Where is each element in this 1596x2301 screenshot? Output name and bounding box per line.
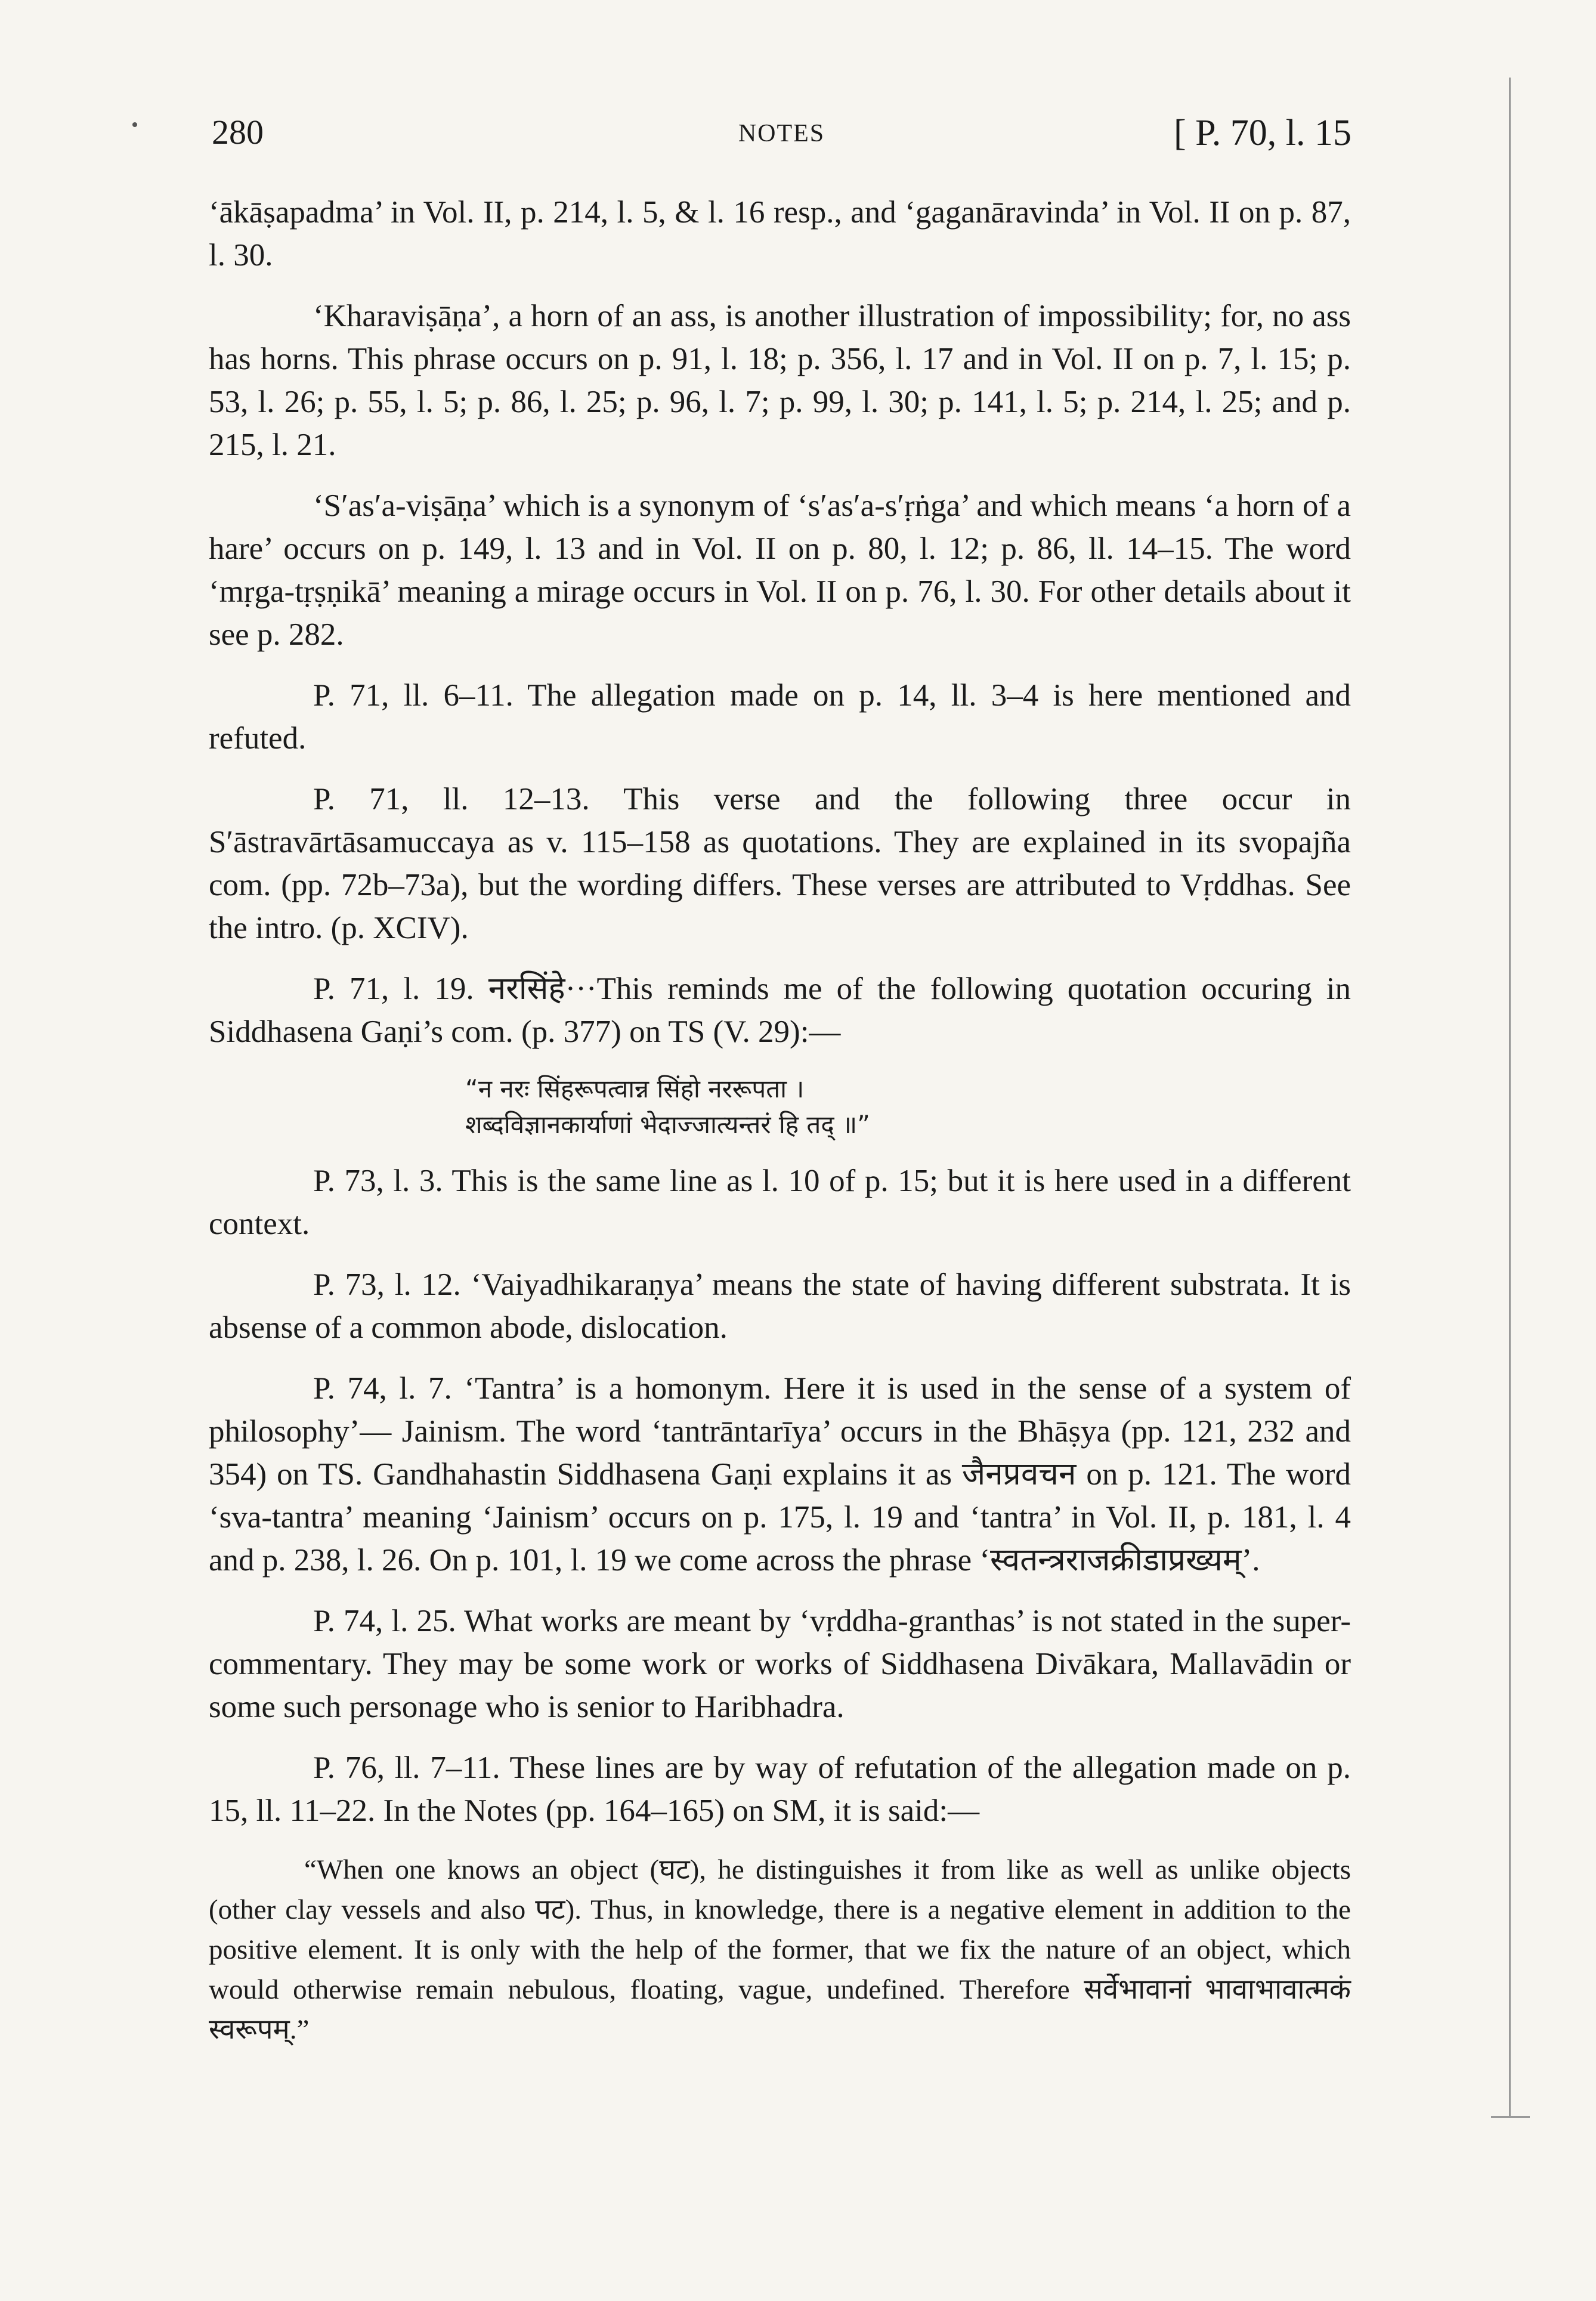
paragraph-kharavisana: ‘Kharaviṣāṇa’, a horn of an ass, is another illustration of impossibility; for, no ass has horns. This phrase occurs on p. 91, l. 18; p. 356, l. 17 and in Vol. II on p. 7, l. 15; p. 53, l. 26; p. 55, l. 5; p. 86, l. 25; p. 96, l. 7; p. 99, l. 30; p. 141, l. 5; p. 214, l. 25; and p. 215, l. 21. xyxy=(209,299,1351,462)
page-body xyxy=(209,191,1351,2050)
note-p76-ll7-11: P. 76, ll. 7–11. These lines are by way of refutation of the allegation made on p. 15, ll. 11–22. In the Notes (pp. 164–165) on SM, it is said:— xyxy=(209,1751,1351,1828)
margin-rule xyxy=(1509,78,1511,2117)
note-p71-l19: P. 71, l. 19. नरसिंहे···This reminds me of the following quotation occuring in Siddhasena Gaṇi’s com. (p. 377) on TS (V. 29):— xyxy=(209,972,1351,1049)
note-p73-l12: P. 73, l. 12. ‘Vaiyadhikaraṇya’ means the state of having different substrata. It is absense of a common abode, dislocation. xyxy=(209,1267,1351,1345)
sanskrit-verse xyxy=(465,1071,1351,1143)
page-number: 280 xyxy=(212,113,264,151)
margin-rule-foot xyxy=(1491,2116,1530,2118)
note-p73-l3: P. 73, l. 3. This is the same line as l. 10 of p. 15; but it is here used in a different context. xyxy=(209,1164,1351,1241)
paragraph-sasavisana: ‘S′as′a-viṣāṇa’ which is a synonym of ‘s′as′a-s′ṛṅga’ and which means ‘a horn of a hare’ occurs on p. 149, l. 13 and in Vol. II on p. 80, l. 12; p. 86, ll. 14–15. The word ‘mṛga-tṛṣṇikā’ meaning a mirage occurs in Vol. II on p. 76, l. 30. For other details about it see p. 282. xyxy=(209,488,1351,652)
paragraph-continuation: ‘ākāṣapadma’ in Vol. II, p. 214, l. 5, & l. 16 resp., and ‘gaganāravinda’ in Vol. II on p. 87, l. 30. xyxy=(209,195,1351,273)
running-title: NOTES xyxy=(738,120,825,147)
verse-line-1: “न नरः सिंहरूपत्वान्न सिंहो नररूपता । xyxy=(465,1074,805,1103)
note-p74-l7: P. 74, l. 7. ‘Tantra’ is a homonym. Here it is used in the sense of a system of philosophy’— Jainism. The word ‘tantrāntarīya’ occurs in the Bhāṣya (pp. 121, 232 and 354) on TS. Gandhahastin Siddhasena Gaṇi explains it as जैनप्रवचन on p. 121. The word ‘sva-tantra’ meaning ‘Jainism’ occurs on p. 175, l. 19 and ‘tantra’ in Vol. II, p. 181, l. 4 and p. 238, l. 26. On p. 101, l. 19 we come across the phrase ‘स्वतन्त्रराजक्रीडाप्रख्यम्’. xyxy=(209,1371,1351,1578)
page-header xyxy=(212,112,1351,166)
block-quote: “When one knows an object (घट), he distinguishes it from like as well as unlike objects (other clay vessels and also पट). Thus, in knowledge, there is a negative element in addition to the positive element. It is only with the help of the former, that we fix the nature of an object, which would otherwise remain nebulous, floating, vague, undefined. Therefore सर्वेभावानां भावाभावात्मकं स्वरूपम्.” xyxy=(209,1854,1351,2045)
ink-speck xyxy=(132,122,137,127)
note-p71-ll12-13: P. 71, ll. 12–13. This verse and the following three occur in S′āstravārtāsamuccaya as v. 115–158 as quotations. They are explained in its svopajña com. (pp. 72b–73a), but the wording differs. These verses are attributed to Vṛddhas. See the intro. (p. XCIV). xyxy=(209,782,1351,945)
page-reference: [ P. 70, l. 15 xyxy=(1174,113,1351,153)
note-p71-ll6-11: P. 71, ll. 6–11. The allegation made on p. 14, ll. 3–4 is here mentioned and refuted. xyxy=(209,678,1351,756)
note-p74-l25: P. 74, l. 25. What works are meant by ‘vṛddha-granthas’ is not stated in the super-commentary. They may be some work or works of Siddhasena Divākara, Mallavādin or some such personage who is senior to Haribhadra. xyxy=(209,1604,1351,1724)
verse-line-2: शब्दविज्ञानकार्याणां भेदाज्जात्यन्तरं हि तद् ॥” xyxy=(465,1110,870,1139)
